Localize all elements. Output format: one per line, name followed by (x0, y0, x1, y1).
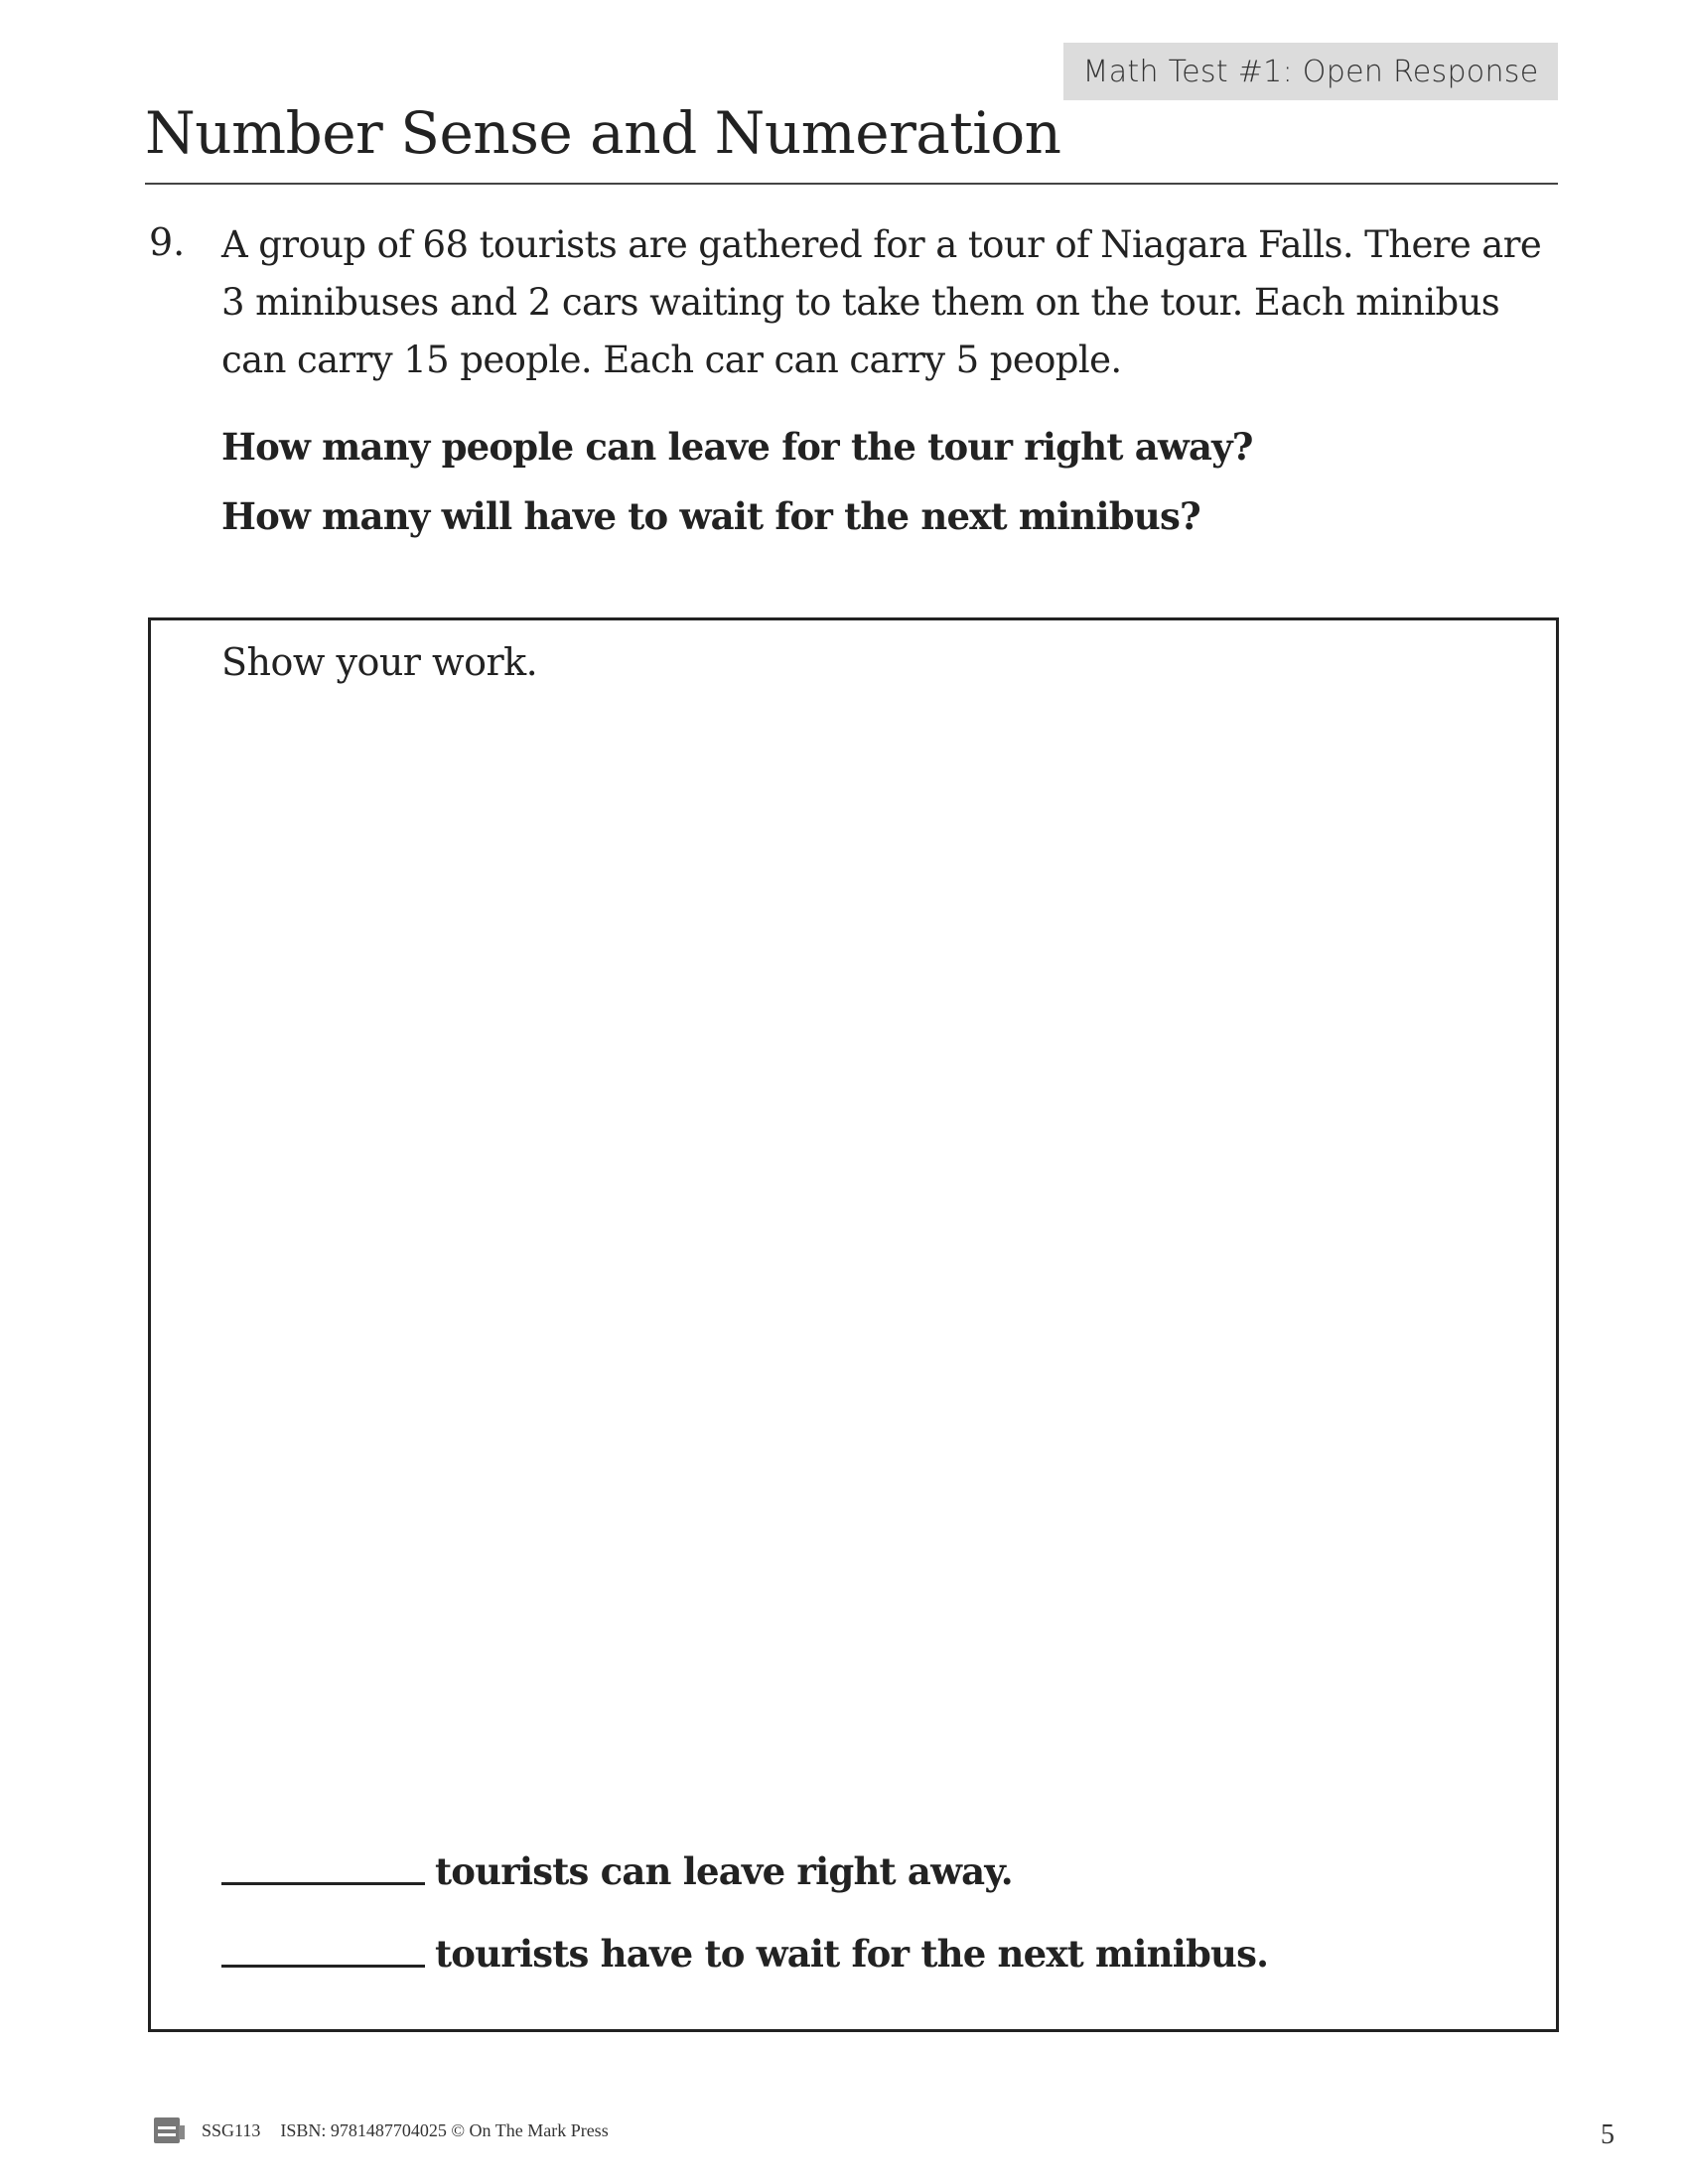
test-label: Math Test #1: Open Response (1063, 43, 1558, 100)
answer-row-2 (221, 1932, 1268, 1976)
question-number: 9. (149, 220, 186, 264)
work-instruction: Show your work. (221, 640, 538, 684)
answer-label-2: tourists have to wait for the next minibus. (435, 1932, 1269, 1976)
section-title: Number Sense and Numeration (145, 99, 1061, 167)
publisher-logo-icon (154, 2117, 184, 2143)
question-prompt-2: How many will have to wait for the next minibus? (221, 494, 1200, 538)
answer-row-1 (221, 1849, 1013, 1893)
title-divider (145, 183, 1558, 185)
answer-blank-2[interactable] (221, 1965, 425, 1968)
work-area[interactable] (148, 617, 1559, 2032)
question-line: can carry 15 people. Each car can carry 5 people. (221, 339, 1122, 381)
answer-label-1: tourists can leave right away. (435, 1849, 1013, 1893)
page-number: 5 (1601, 2119, 1615, 2150)
question-line: A group of 68 tourists are gathered for a tour of Niagara Falls. There are (221, 223, 1542, 266)
answer-blank-1[interactable] (221, 1882, 425, 1885)
question-text (221, 216, 1572, 389)
product-code: SSG113 (202, 2119, 261, 2140)
footer (154, 2117, 609, 2143)
question-line: 3 minibuses and 2 cars waiting to take them on the tour. Each minibus (221, 281, 1500, 324)
isbn-copyright: ISBN: 9781487704025 © On The Mark Press (280, 2119, 609, 2140)
question-prompt-1: How many people can leave for the tour right away? (221, 425, 1253, 469)
